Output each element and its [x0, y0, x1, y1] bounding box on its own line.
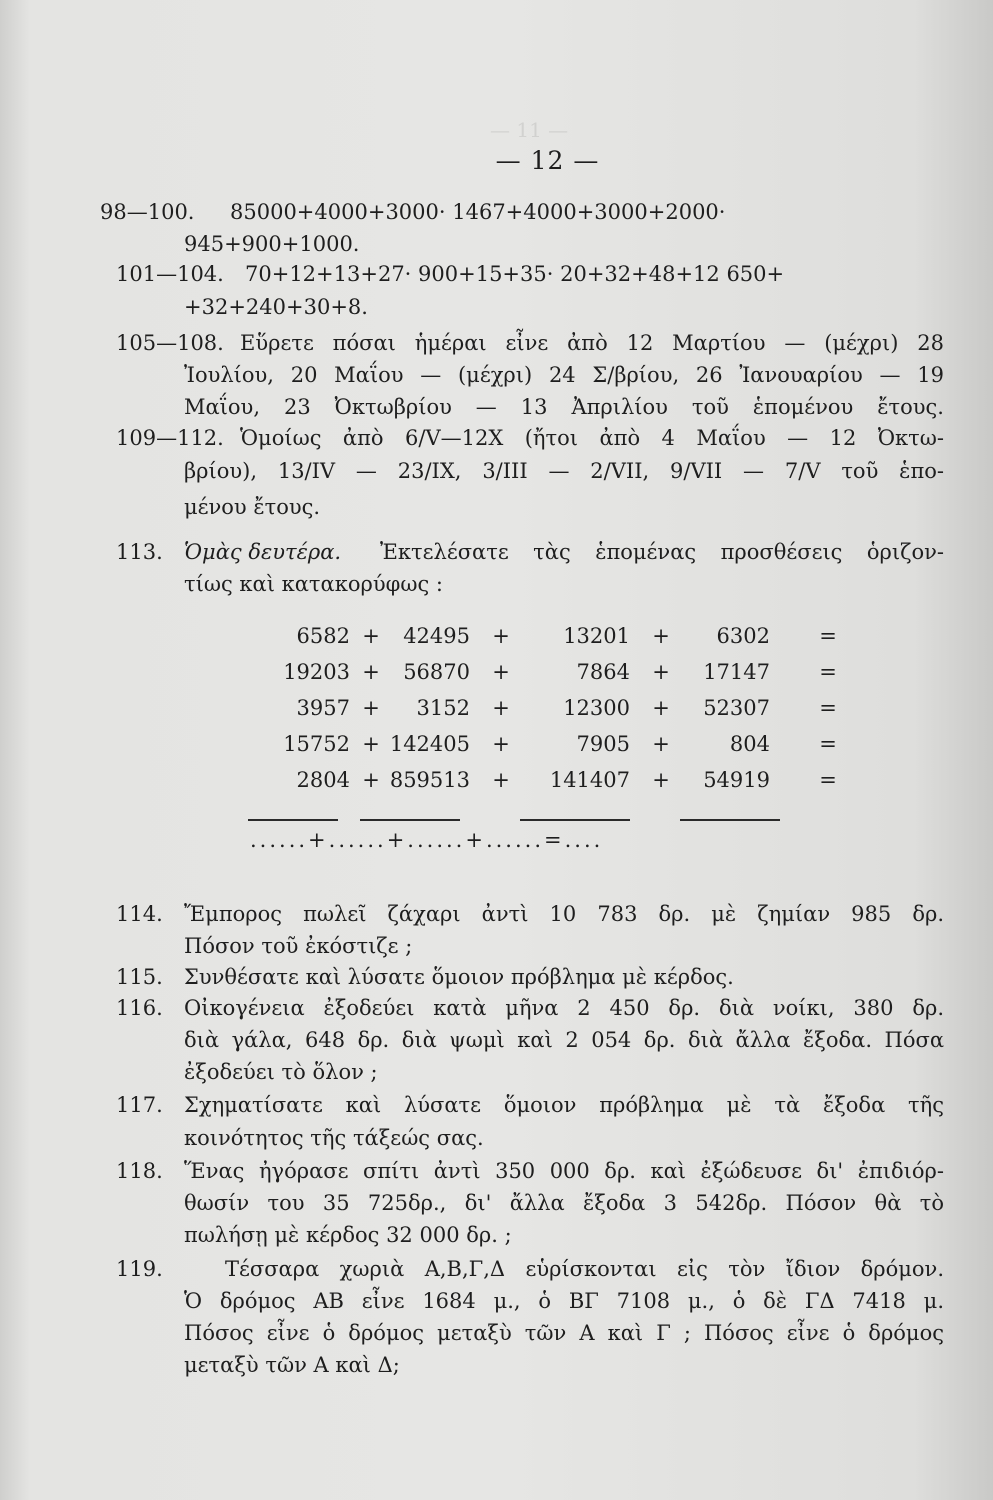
exercise-text: Τέσσαρα χωριὰ Α,Β,Γ,Δ εὑρίσκονται εἰς τὸν ἴδιον δρόμον. [225, 1257, 944, 1281]
exercise-text: Σχηματίσατε καὶ λύσατε ὅμοιον πρόβλημα μὲ τὰ ἔξοδα τῆς [184, 1093, 944, 1117]
exercise-number: 118. [116, 1159, 163, 1183]
plus-sign: + [362, 732, 380, 756]
exercise-text: Μαΐου, 23 Ὀκτωβρίου — 13 Ἀπριλίου τοῦ ἑπομένου ἔτους. [184, 395, 944, 419]
exercise-text: Ἔμπορος πωλεῖ ζάχαρι ἀντὶ 10 783 δρ. μὲ ζημίαν 985 δρ. [184, 902, 944, 926]
exercise-number: 98—100. [100, 200, 195, 224]
exercise-number: 114. [116, 902, 163, 926]
equals-sign: = [819, 696, 837, 720]
sum-total-row: ......+......+......+......=.... [250, 828, 604, 852]
exercise-text: Ὁ δρόμος ΑΒ εἶνε 1684 μ., ὁ ΒΓ 7108 μ., ὁ δὲ ΓΔ 7418 μ. [184, 1289, 944, 1313]
bleed-through: — 11 — [490, 118, 569, 142]
plus-sign: + [362, 624, 380, 648]
addend-value: 6302 [716, 624, 770, 648]
exercise-text: διὰ γάλα, 648 δρ. διὰ ψωμὶ καὶ 2 054 δρ. διὰ ἄλλα ἔξοδα. Πόσα [184, 1028, 944, 1052]
addend-value: 142405 [389, 732, 470, 756]
exercise-text: μένου ἔτους. [184, 495, 321, 519]
exercise-text: +32+240+30+8. [184, 295, 368, 319]
exercise-text: μεταξὺ τῶν Α καὶ Δ; [184, 1353, 400, 1377]
exercise-text: πωλήσῃ μὲ κέρδος 32 000 δρ. ; [184, 1223, 512, 1247]
plus-sign: + [652, 768, 670, 792]
plus-sign: + [492, 624, 510, 648]
addend-value: 13201 [563, 624, 630, 648]
addend-value: 17147 [703, 660, 770, 684]
exercise-text: Ἐκτελέσατε τὰς ἑπομένας προσθέσεις ὁριζον- [380, 540, 944, 564]
addend-value: 54919 [703, 768, 770, 792]
sum-rule [680, 819, 780, 821]
addend-value: 19203 [283, 660, 350, 684]
exercise-number: 109—112. [116, 426, 224, 450]
addend-value: 2804 [296, 768, 350, 792]
exercise-text: 85000+4000+3000· 1467+4000+3000+2000· [230, 200, 726, 224]
exercise-text: Ὁμοίως ἀπὸ 6/V—12X (ἤτοι ἀπὸ 4 Μαΐου — 12 Ὀκτω- [240, 426, 944, 450]
exercise-text: 70+12+13+27· 900+15+35· 20+32+48+12 650+ [245, 262, 785, 286]
addend-value: 6582 [296, 624, 350, 648]
equals-sign: = [819, 660, 837, 684]
plus-sign: + [362, 696, 380, 720]
plus-sign: + [362, 768, 380, 792]
exercise-number: 101—104. [116, 262, 224, 286]
exercise-text: Πόσος εἶνε ὁ δρόμος μεταξὺ τῶν Α καὶ Γ ; Πόσος εἶνε ὁ δρόμος [184, 1321, 944, 1345]
addend-value: 7905 [576, 732, 630, 756]
addend-value: 56870 [403, 660, 470, 684]
addend-value: 859513 [389, 768, 470, 792]
exercise-text: βρίου), 13/IV — 23/IX, 3/III — 2/VII, 9/VII — 7/V τοῦ ἑπο- [184, 459, 944, 483]
exercise-text: Οἰκογένεια ἐξοδεύει κατὰ μῆνα 2 450 δρ. διὰ νοίκι, 380 δρ. [184, 996, 944, 1020]
plus-sign: + [362, 660, 380, 684]
exercise-text: θωσίν του 35 725δρ., δι' ἄλλα ἔξοδα 3 542δρ. Πόσον θὰ τὸ [184, 1191, 944, 1215]
exercise-text: 945+900+1000. [184, 232, 360, 256]
plus-sign: + [492, 660, 510, 684]
plus-sign: + [492, 732, 510, 756]
plus-sign: + [652, 732, 670, 756]
exercise-number: 116. [116, 996, 163, 1020]
addend-value: 3957 [296, 696, 350, 720]
exercise-number: 105—108. [116, 331, 224, 355]
plus-sign: + [492, 696, 510, 720]
plus-sign: + [652, 696, 670, 720]
sum-rule [248, 819, 338, 821]
addend-value: 141407 [549, 768, 630, 792]
addend-value: 3152 [416, 696, 470, 720]
page-number: — 12 — [495, 146, 600, 175]
equals-sign: = [819, 768, 837, 792]
exercise-number: 115. [116, 965, 163, 989]
exercise-number: 117. [116, 1093, 163, 1117]
plus-sign: + [652, 660, 670, 684]
plus-sign: + [492, 768, 510, 792]
addend-value: 15752 [283, 732, 350, 756]
plus-sign: + [652, 624, 670, 648]
exercise-section-title: Ὁμὰς δευτέρα. [184, 540, 342, 564]
exercise-text: Ἕνας ἠγόρασε σπίτι ἀντὶ 350 000 δρ. καὶ ἐξώδευσε δι' ἐπιδιόρ- [184, 1159, 944, 1183]
exercise-text: κοινότητος τῆς τάξεώς σας. [184, 1126, 484, 1150]
addend-value: 42495 [403, 624, 470, 648]
addend-value: 7864 [576, 660, 630, 684]
exercise-text: τίως καὶ κατακορύφως : [184, 572, 443, 596]
exercise-number: 119. [116, 1257, 163, 1281]
sum-rule [520, 819, 630, 821]
exercise-text: Ἰουλίου, 20 Μαΐου — (μέχρι) 24 Σ/βρίου, 26 Ἰανουαρίου — 19 [184, 363, 944, 387]
sum-rule [360, 819, 460, 821]
addend-value: 12300 [563, 696, 630, 720]
equals-sign: = [819, 732, 837, 756]
exercise-text: ἐξοδεύει τὸ ὅλον ; [184, 1060, 378, 1084]
exercise-text: Συνθέσατε καὶ λύσατε ὅμοιον πρόβλημα μὲ κέρδος. [184, 965, 734, 989]
exercise-text: Πόσον τοῦ ἐκόστιζε ; [184, 934, 413, 958]
equals-sign: = [819, 624, 837, 648]
addend-value: 804 [729, 732, 770, 756]
exercise-text: Εὕρετε πόσαι ἡμέραι εἶνε ἀπὸ 12 Μαρτίου — (μέχρι) 28 [240, 331, 944, 355]
addend-value: 52307 [703, 696, 770, 720]
exercise-number: 113. [116, 540, 163, 564]
